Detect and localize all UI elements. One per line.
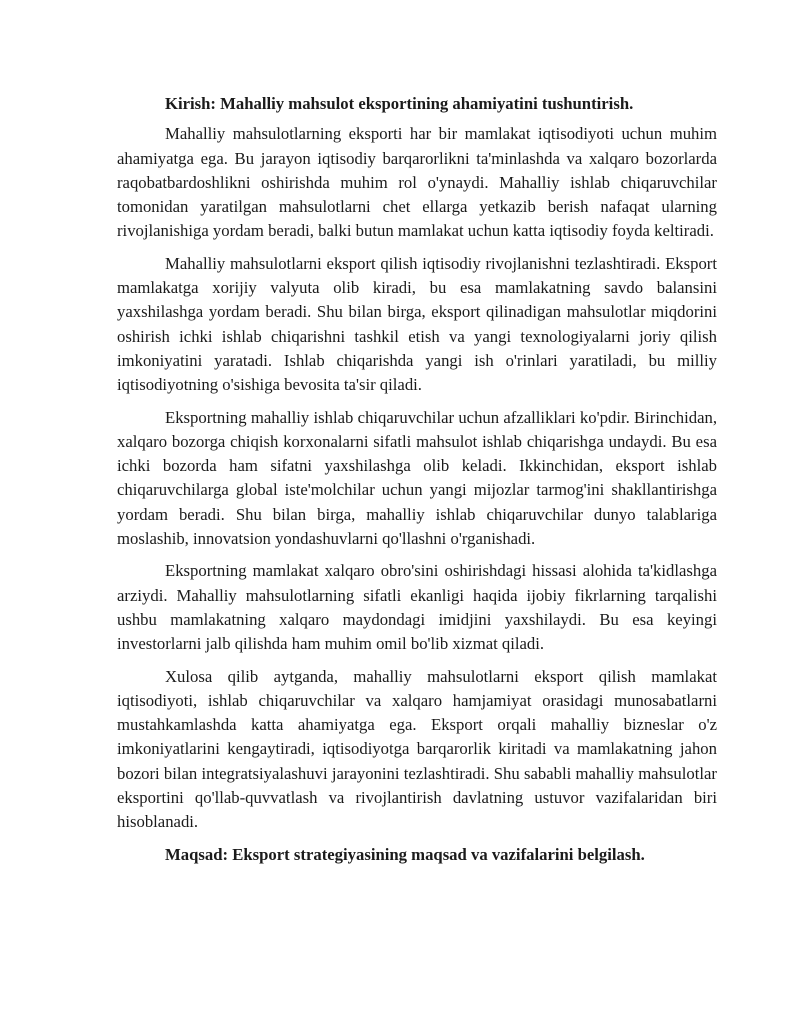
paragraph-5: Xulosa qilib aytganda, mahalliy mahsulotlarni eksport qilish mamlakat iqtisodiyoti, ishlab chiqaruvchilar va xalqaro hamjamiyat orasidagi munosabatlarni mustahkamlashda katta ahamiyatga ega. Eksport orqali mahalliy bizneslar o'z imkoniyatlarini kengaytiradi, iqtisodiyotga barqarorlik kiritadi va mamlakatning jahon bozori bilan integratsiyalashuvi jarayonini tezlashtiradi. Shu sababli mahalliy mahsulotlar eksportini qo'llab-quvvatlash va rivojlantirish davlatning ustuvor vazifalaridan biri hisoblanadi.	[117, 666, 717, 832]
section-heading-goal: Maqsad: Eksport strategiyasining maqsad va vazifalarini belgilash.	[165, 844, 645, 864]
section-heading-intro: Kirish: Mahalliy mahsulot eksportining ahamiyatini tushuntirish.	[165, 94, 634, 113]
paragraph-4: Eksportning mamlakat xalqaro obro'sini oshirishdagi hissasi alohida ta'kidlashga arziydi. Mahalliy mahsulotlarning sifatli ekanligi haqida ijobiy fikrlarning tarqalishi ushbu mamlakatning xalqaro maydondagi imidjini yaxshilaydi. Bu esa keyingi investorlarni jalb qilishda ham muhim omil bo'lib xizmat qiladi.	[117, 561, 717, 654]
paragraph-2: Mahalliy mahsulotlarni eksport qilish iqtisodiy rivojlanishni tezlashtiradi. Eksport mamlakatga xorijiy valyuta olib kiradi, bu esa mamlakatning savdo balansini yaxshilashga yordam beradi. Shu bilan birga, eksport qilinadigan mahsulotlar miqdorini oshirish ichki ishlab chiqarishni tashkil etish va yangi texnologiyalarni joriy qilish imkoniyatini yaratadi. Ishlab chiqarishda yangi ish o'rinlari yaratiladi, bu milliy iqtisodiyotning o'sishiga bevosita ta'sir qiladi.	[117, 253, 717, 395]
paragraph-3: Eksportning mahalliy ishlab chiqaruvchilar uchun afzalliklari ko'pdir. Birinchidan, xalqaro bozorga chiqish korxonalarni sifatli mahsulot ishlab chiqarishga undaydi. Bu esa ichki bozorda ham sifatni yaxshilashga olib keladi. Ikkinchidan, eksport ishlab chiqaruvchilarga global iste'molchilar uchun yangi mijozlar tarmog'ini shakllantirishga yordam beradi. Shu bilan birga, mahalliy ishlab chiqaruvchilar dunyo talablariga moslashib, innovatsion yondashuvlarni qo'llashni o'rganishadi.	[117, 407, 717, 549]
paragraph-1: Mahalliy mahsulotlarning eksporti har bir mamlakat iqtisodiyoti uchun muhim ahamiyatga ega. Bu jarayon iqtisodiy barqarorlikni ta'minlashda va xalqaro bozorlarda raqobatbardoshlikni oshirishda muhim rol o'ynaydi. Mahalliy ishlab chiqaruvchilar tomonidan yaratilgan mahsulotlarni chet ellarga yetkazib berish nafaqat ularning rivojlanishiga yordam beradi, balki butun mamlakat uchun katta iqtisodiy foyda keltiradi.	[117, 124, 717, 241]
